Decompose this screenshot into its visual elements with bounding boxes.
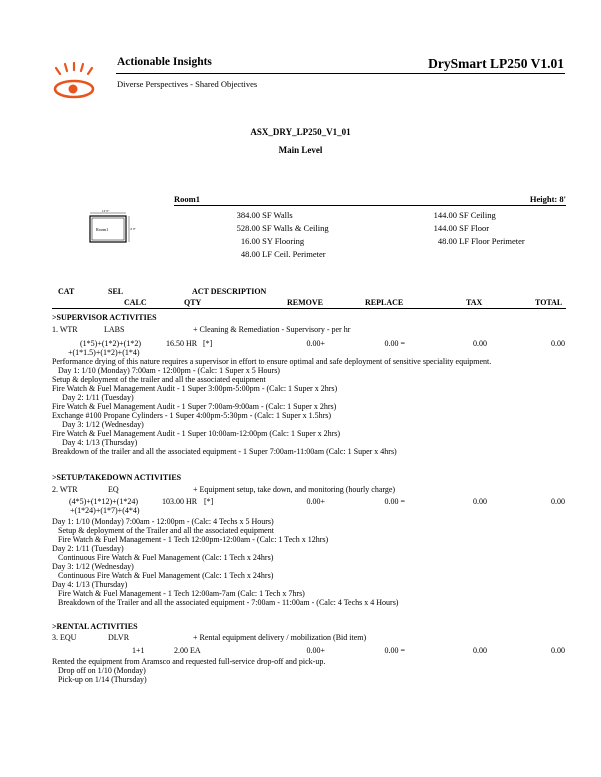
note-line: Fire Watch & Fuel Management - 1 Tech 12:00am-7am (Calc: 1 Tech x 7hrs) [58, 589, 305, 598]
line-item-calc: (4*5)+(1*12)+(1*24) [69, 497, 139, 506]
line-item-tax: 0.00 [473, 646, 487, 655]
line-item-total: 0.00 [551, 339, 565, 348]
line-item-number: 2. WTR [52, 485, 78, 494]
measurement-row: 528.00 SF Walls & Ceiling [236, 223, 329, 233]
note-line: Day 4: 1/13 (Thursday) [62, 438, 138, 447]
line-item-description: + Rental equipment delivery / mobilization (Bid item) [193, 633, 367, 642]
line-item-replace: 0.00 = [384, 497, 405, 506]
note-line: Day 4: 1/13 (Thursday) [52, 580, 128, 589]
col-header-cat: CAT [58, 287, 75, 296]
col-header-tax: TAX [466, 298, 483, 307]
col-header-sel: SEL [108, 287, 124, 296]
note-line: Breakdown of the Trailer and all the associated equipment - 7:00am - 11:00am - (Calc: 4 Techs x 4 Hours) [58, 598, 399, 607]
measurement-row: 144.00 SF Ceiling [433, 210, 496, 220]
measurement-row: 144.00 SF Floor [433, 223, 490, 233]
line-item-tax: 0.00 [473, 339, 487, 348]
note-line: Setup & deployment of the Trailer and all the associated equipment [58, 526, 274, 535]
product-title: DrySmart LP250 V1.01 [428, 56, 564, 71]
line-item-sel: LABS [104, 325, 125, 334]
note-line: Fire Watch & Fuel Management - 1 Tech 12:00pm-12:00am - (Calc: 1 Tech x 12hrs) [58, 535, 329, 544]
note-line: Performance drying of this nature requires a supervisor in effort to ensure optimal and safe deployment of sensitive speciality equipment. [52, 357, 492, 366]
line-item-qty: 16.50 HR [166, 339, 198, 348]
line-item-number: 3. EQU [52, 633, 77, 642]
line-item-number: 1. WTR [52, 325, 78, 334]
section-title: >SETUP/TAKEDOWN ACTIVITIES [52, 473, 182, 482]
line-item-description: + Cleaning & Remediation - Supervisory - per hr [193, 325, 351, 334]
note-line: Fire Watch & Fuel Management Audit - 1 Super 3:00pm-5:00pm - (Calc: 1 Super x 2hrs) [52, 384, 338, 393]
line-item-flag: [*] [203, 339, 213, 348]
line-item-total: 0.00 [551, 497, 565, 506]
note-line: Exchange #100 Propane Cylinders - 1 Super 4:00pm-5:30pm - (Calc: 1 Super x 1.5hrs) [52, 411, 332, 420]
room-height: Height: 8' [529, 194, 566, 204]
sketch-dim-side: 4' 0" [130, 227, 136, 231]
company-name: Actionable Insights [117, 56, 212, 68]
section-title: >SUPERVISOR ACTIVITIES [52, 313, 157, 322]
line-item-total: 0.00 [551, 646, 565, 655]
note-line: Fire Watch & Fuel Management Audit - 1 Super 10:00am-12:00pm (Calc: 1 Super x 2hrs) [52, 429, 341, 438]
col-header-act-description: ACT DESCRIPTION [192, 287, 267, 296]
measurement-row: 48.00 LF Ceil. Perimeter [240, 249, 326, 259]
note-line: Day 3: 1/12 (Wednesday) [52, 562, 134, 571]
sketch-room-label: Room1 [96, 227, 109, 232]
note-line: Fire Watch & Fuel Management Audit - 1 Super 7:00am-9:00am - (Calc: 1 Super x 2hrs) [52, 402, 337, 411]
eye-logo-icon [52, 62, 96, 102]
estimate-title: ASX_DRY_LP250_V1_01 [250, 127, 351, 137]
col-header-calc: CALC [124, 298, 147, 307]
note-line: Continuous Fire Watch & Fuel Management (Calc: 1 Tech x 24hrs) [58, 553, 274, 562]
line-item-flag: [*] [204, 497, 214, 506]
note-line: Day 1: 1/10 (Monday) 7:00am - 12:00pm - (Calc: 4 Techs x 5 Hours) [52, 517, 274, 526]
line-item-replace: 0.00 = [384, 646, 405, 655]
note-line: Rented the equipment from Aramsco and requested full-service drop-off and pick-up. [52, 657, 326, 666]
note-line: Breakdown of the trailer and all the associated equipment - 1 Super 7:00am-11:00am (Calc: 1 Super x 4hrs) [52, 447, 397, 456]
header-rule-columns [52, 308, 566, 309]
note-line: Day 1: 1/10 (Monday) 7:00am - 12:00pm - (Calc: 1 Super x 5 Hours) [58, 366, 280, 375]
line-item-remove: 0.00+ [306, 646, 325, 655]
room-sketch [86, 208, 136, 248]
measurement-row: 48.00 LF Floor Perimeter [437, 236, 525, 246]
note-line: Continuous Fire Watch & Fuel Management (Calc: 1 Tech x 24hrs) [58, 571, 274, 580]
line-item-replace: 0.00 = [384, 339, 405, 348]
level-title: Main Level [278, 145, 323, 155]
line-item-calc: +(1*24)+(1*7)+(4*4) [70, 506, 140, 515]
note-line: Drop off on 1/10 (Monday) [58, 666, 146, 675]
line-item-remove: 0.00+ [306, 497, 325, 506]
col-header-remove: REMOVE [287, 298, 323, 307]
col-header-replace: REPLACE [365, 298, 404, 307]
note-line: Pick-up on 1/14 (Thursday) [58, 675, 147, 684]
room-rule [174, 205, 566, 206]
note-line: Setup & deployment of the trailer and all the associated equipment [52, 375, 266, 384]
section-title: >RENTAL ACTIVITIES [52, 622, 138, 631]
line-item-qty: 103.00 HR [162, 497, 198, 506]
measurement-row: 384.00 SF Walls [236, 210, 293, 220]
measurement-row: 16.00 SY Flooring [240, 236, 305, 246]
note-line: Day 2: 1/11 (Tuesday) [52, 544, 124, 553]
line-item-qty: 2.00 EA [174, 646, 201, 655]
line-item-remove: 0.00+ [306, 339, 325, 348]
room-name: Room1 [174, 194, 200, 204]
note-line: Day 2: 1/11 (Tuesday) [62, 393, 134, 402]
line-item-sel: EQ [108, 485, 119, 494]
sketch-dim-top: 12' 0" [102, 209, 110, 213]
col-header-qty: QTY [184, 298, 202, 307]
line-item-calc: 1+1 [132, 646, 145, 655]
col-header-total: TOTAL [535, 298, 563, 307]
line-item-calc: (1*5)+(1*2)+(1*2) [80, 339, 142, 348]
line-item-description: + Equipment setup, take down, and monitoring (hourly charge) [193, 485, 396, 494]
line-item-sel: DLVR [108, 633, 130, 642]
line-item-tax: 0.00 [473, 497, 487, 506]
header-rule [116, 73, 565, 74]
line-item-calc: +(1*1.5)+(1*2)+(1*4) [68, 348, 140, 357]
note-line: Day 3: 1/12 (Wednesday) [62, 420, 144, 429]
company-tagline: Diverse Perspectives - Shared Objectives [117, 79, 258, 89]
